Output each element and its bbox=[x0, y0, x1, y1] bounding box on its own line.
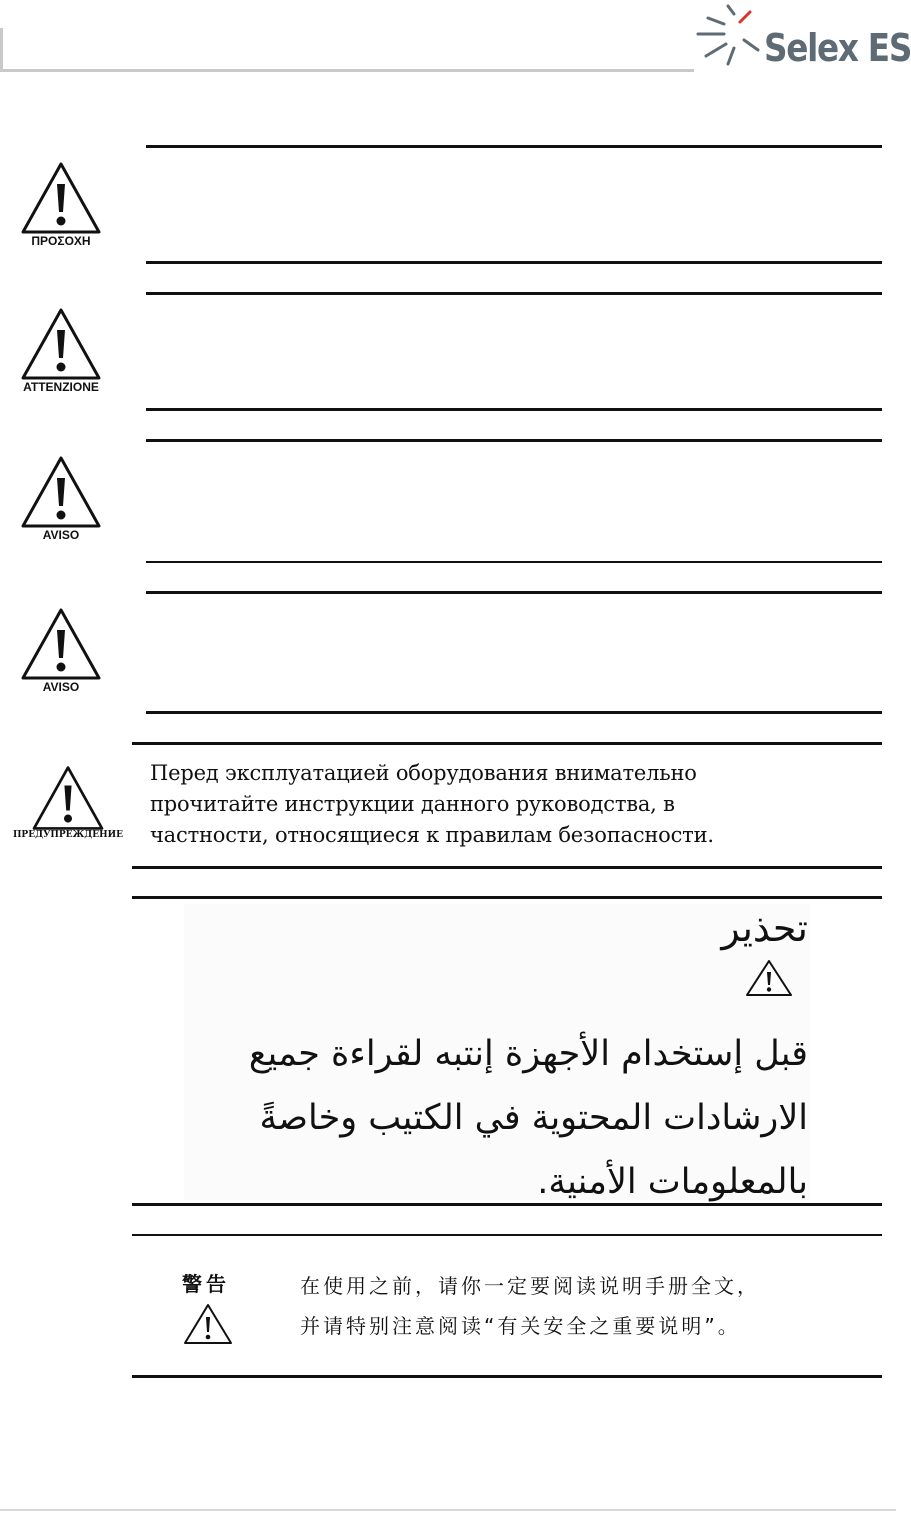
warning-caption: ΠΡΟΣΟΧΗ bbox=[31, 234, 91, 248]
text-line: 在使用之前，请你一定要阅读说明手册全文， bbox=[300, 1274, 760, 1298]
rule-bottom bbox=[146, 561, 882, 563]
header-frame bbox=[0, 28, 694, 72]
warning-triangle-icon bbox=[28, 764, 108, 832]
text-line: 并请特别注意阅读“有关安全之重要说明”。 bbox=[300, 1314, 741, 1338]
text-line: частности, относящиеся к правилам безопасности. bbox=[150, 823, 714, 847]
warning-block-russian bbox=[10, 764, 126, 840]
warning-block-spanish bbox=[6, 454, 116, 542]
rule-top bbox=[146, 439, 882, 442]
rule-top bbox=[132, 1234, 882, 1236]
chinese-warning-label: 警告 bbox=[182, 1272, 230, 1296]
warning-text-russian bbox=[150, 758, 880, 851]
warning-block-italian bbox=[6, 306, 116, 394]
warning-triangle-icon bbox=[19, 160, 103, 236]
rule-top bbox=[132, 896, 882, 899]
text-line: بالمعلومات الأمنية. bbox=[537, 1162, 808, 1202]
warning-triangle-icon bbox=[19, 454, 103, 530]
rule-bottom bbox=[132, 1375, 882, 1378]
rule-bottom bbox=[146, 711, 882, 714]
rule-bottom bbox=[146, 408, 882, 411]
rule-top bbox=[132, 742, 882, 745]
warning-text-arabic bbox=[208, 1022, 808, 1214]
text-line: الارشادات المحتوية في الكتيب وخاصةً bbox=[259, 1098, 808, 1138]
warning-caption: AVISO bbox=[42, 528, 80, 542]
rule-top bbox=[146, 145, 882, 148]
warning-caption: ATTENZIONE bbox=[23, 380, 99, 394]
text-line: Перед эксплуатацией оборудования внимательно bbox=[150, 761, 697, 785]
text-line: قبل إستخدام الأجهزة إنتبه لقراءة جميع bbox=[248, 1034, 808, 1074]
brand-name: Selex ES bbox=[764, 26, 911, 70]
warning-caption: ПРЕДУПРЕЖДЕНИЕ bbox=[12, 830, 124, 840]
arabic-warning-title: تحذير bbox=[721, 906, 808, 950]
rule-bottom bbox=[146, 261, 882, 264]
text-line: прочитайте инструкции данного руководства, в bbox=[150, 792, 675, 816]
warning-triangle-icon bbox=[19, 606, 103, 682]
warning-triangle-icon bbox=[19, 306, 103, 382]
warning-triangle-icon bbox=[182, 1302, 234, 1346]
rule-bottom bbox=[132, 1203, 882, 1206]
rule-top bbox=[146, 591, 882, 594]
warning-caption: AVISO bbox=[42, 680, 80, 694]
warning-block-portuguese bbox=[6, 606, 116, 694]
warning-block-greek bbox=[6, 160, 116, 248]
rule-bottom bbox=[132, 866, 882, 869]
footer-rule bbox=[0, 1509, 896, 1511]
warning-triangle-icon bbox=[744, 958, 794, 998]
rule-top bbox=[146, 292, 882, 295]
warning-text-chinese bbox=[300, 1266, 880, 1346]
